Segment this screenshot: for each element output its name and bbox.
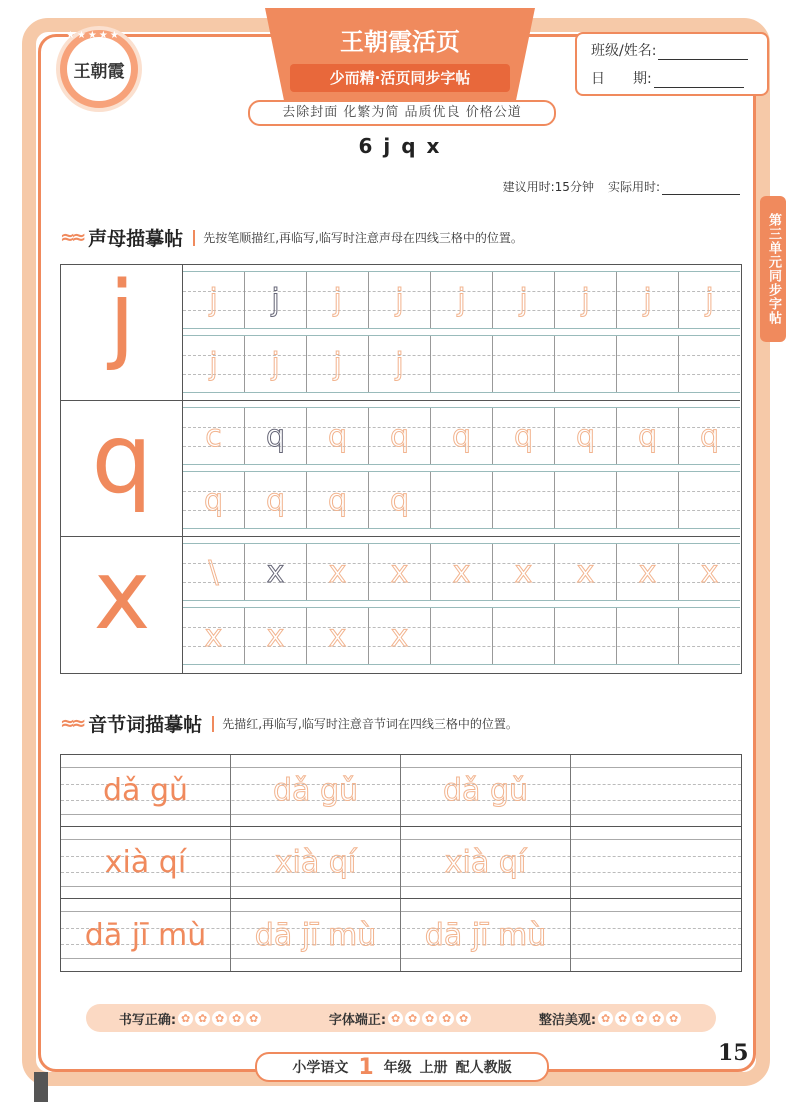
date-field[interactable] [654,73,744,88]
practice-cell[interactable] [431,544,493,600]
practice-cell[interactable] [555,336,617,392]
trace-letter: j [271,346,280,382]
trace-letter: x [266,618,285,654]
four-line-three-grid [183,471,740,529]
practice-cell[interactable] [493,272,555,328]
practice-cell[interactable] [493,336,555,392]
class-name-field[interactable] [658,45,748,60]
practice-cell[interactable] [431,336,493,392]
model-letter-cell [61,537,183,673]
rating-clean [539,1009,683,1028]
trace-letter: q [637,418,658,454]
practice-cell[interactable] [401,827,571,898]
footer-volume: 上册 [419,1060,448,1076]
slogan: 去除封面 化繁为简 品质优良 价格公道 [248,100,556,126]
model-syllable: dā jī mù [84,917,207,953]
footer-edition: 配人教版 [455,1060,512,1076]
trace-letter: x [204,618,223,654]
date-row [591,68,744,88]
actual-time-label: 实际用时: [607,180,660,194]
syllable-row [61,827,741,899]
letter-row [61,261,740,401]
practice-cell[interactable] [231,899,401,971]
trace-letter: q [265,482,286,518]
practice-cell[interactable] [617,544,679,600]
practice-cell[interactable] [493,608,555,664]
section2-description: 先描红,再临写,临写时注意音节词在四线三格中的位置。 [222,717,518,731]
flower-rating-icon[interactable]: ✿ ✿ ✿ ✿ ✿ [388,1011,473,1026]
section2-title: 音节词描摹帖 [88,714,203,736]
model-syllable: xià qí [104,845,187,880]
practice-cell[interactable] [431,272,493,328]
letter-row [61,537,740,673]
practice-cell[interactable] [555,408,617,464]
practice-cell[interactable] [571,899,741,971]
trace-letter: \ [208,554,219,590]
model-syllable-cell [61,755,231,826]
practice-cell[interactable] [679,472,740,528]
practice-cell[interactable] [307,544,369,600]
practice-cell[interactable] [307,608,369,664]
practice-cell[interactable] [369,408,431,464]
practice-cell[interactable] [369,272,431,328]
practice-cell[interactable] [679,608,740,664]
trace-letter: j [705,282,714,318]
practice-cell[interactable] [431,608,493,664]
rating-correct-label: 书写正确: [118,1012,177,1028]
model-letter: q [91,403,153,515]
practice-cell[interactable] [183,608,245,664]
model-letter-cell [61,401,183,536]
brand-subtitle: 少而精·活页同步字帖 [290,64,510,92]
practice-cell[interactable] [307,408,369,464]
trace-letter: q [389,418,410,454]
practice-cell[interactable] [617,472,679,528]
trace-letter: x [514,554,533,590]
trace-syllable: xià qí [444,845,527,880]
practice-cell[interactable] [307,472,369,528]
rating-neat-font-label: 字体端正: [328,1012,387,1028]
four-line-three-grid [183,607,740,665]
practice-cell[interactable] [231,755,401,826]
trace-letter: x [328,554,347,590]
practice-cell[interactable] [369,608,431,664]
rating-neat-font [329,1009,473,1028]
practice-cell[interactable] [231,827,401,898]
practice-cell[interactable] [401,899,571,971]
trace-letter: j [271,282,280,318]
practice-cell[interactable] [679,544,740,600]
flower-rating-icon[interactable]: ✿ ✿ ✿ ✿ ✿ [598,1011,683,1026]
trace-letter: j [333,346,342,382]
flower-rating-icon[interactable]: ✿ ✿ ✿ ✿ ✿ [178,1011,263,1026]
trace-letter: c [205,418,222,454]
practice-cell[interactable] [369,336,431,392]
practice-cell[interactable] [679,408,740,464]
brand-title: 王朝霞活页 [340,27,460,56]
practice-cell[interactable] [431,408,493,464]
wave-icon: ≈≈ [60,713,83,734]
trace-letter: j [333,282,342,318]
trace-letter: q [265,418,286,454]
trace-letter: j [395,346,404,382]
trace-letter: q [389,482,410,518]
practice-cell[interactable] [245,272,307,328]
divider [212,716,214,732]
rating-bar [86,1004,716,1032]
practice-cell[interactable] [307,336,369,392]
practice-cell[interactable] [617,336,679,392]
footer-grade-number: 1 [358,1054,374,1080]
syllable-row [61,755,741,827]
trace-letter: j [643,282,652,318]
trace-letter: j [209,282,218,318]
divider [193,230,195,246]
section2-header [60,710,518,737]
trace-letter: x [452,554,471,590]
practice-cell[interactable] [183,336,245,392]
date-label: 日 期: [591,71,652,87]
practice-cell[interactable] [617,608,679,664]
model-letter: j [108,261,136,373]
logo-text: 王朝霞 [67,37,131,101]
practice-cell[interactable] [493,544,555,600]
practice-cell[interactable] [555,272,617,328]
trace-letter: x [576,554,595,590]
section1-description: 先按笔顺描红,再临写,临写时注意声母在四线三格中的位置。 [203,231,523,245]
actual-time-field[interactable] [662,182,740,195]
class-name-label: 班级/姓名: [591,43,657,59]
practice-cell[interactable] [571,755,741,826]
trace-letter: q [327,418,348,454]
letter-practice-grid [60,261,742,674]
wave-icon: ≈≈ [60,227,83,248]
practice-cell[interactable] [245,408,307,464]
footer-label [255,1052,549,1082]
lesson-title: 6 j q x [358,134,442,158]
model-syllable: dǎ gǔ [102,773,189,808]
trace-letter: x [390,554,409,590]
trace-letter: x [328,618,347,654]
trace-syllable: xià qí [274,845,357,880]
corner-marker [34,1072,48,1102]
practice-cell[interactable] [245,336,307,392]
practice-cell[interactable] [617,272,679,328]
letter-row [61,401,740,537]
practice-cell[interactable] [369,544,431,600]
logo-stars-icon: ★★★★★ [66,30,121,41]
trace-letter: x [390,618,409,654]
trace-letter: j [209,346,218,382]
practice-cell[interactable] [555,608,617,664]
trace-syllable: dǎ gǔ [442,773,529,808]
practice-cell[interactable] [493,408,555,464]
practice-cell[interactable] [431,472,493,528]
trace-syllable: dǎ gǔ [272,773,359,808]
practice-cell[interactable] [493,472,555,528]
practice-cell[interactable] [617,408,679,464]
practice-cell[interactable] [679,272,740,328]
practice-cell[interactable] [245,472,307,528]
footer-subject: 小学语文 [292,1060,349,1076]
rating-clean-label: 整洁美观: [538,1012,597,1028]
page-number: 15 [718,1040,749,1066]
section1-header [60,224,523,251]
four-line-three-grid [183,271,740,329]
four-line-three-grid [183,543,740,601]
trace-letter: x [638,554,657,590]
suggested-time: 建议用时:15分钟 [502,180,594,194]
practice-cell[interactable] [183,544,245,600]
model-letter-cell [61,261,183,400]
trace-letter: q [203,482,224,518]
trace-letter: q [451,418,472,454]
syllable-practice-grid [60,754,742,972]
practice-cell[interactable] [555,472,617,528]
practice-cell[interactable] [307,272,369,328]
model-syllable-cell [61,899,231,971]
practice-cell[interactable] [183,408,245,464]
model-syllable-cell [61,827,231,898]
trace-letter: j [395,282,404,318]
trace-letter: x [266,554,285,590]
practice-cell[interactable] [555,544,617,600]
syllable-row [61,899,741,971]
trace-letter: q [575,418,596,454]
practice-cell[interactable] [679,336,740,392]
practice-cell[interactable] [183,272,245,328]
time-row [503,178,740,195]
trace-letter: j [519,282,528,318]
four-line-three-grid [183,407,740,465]
practice-cell[interactable] [183,472,245,528]
practice-cell[interactable] [401,755,571,826]
class-name-row [591,40,748,60]
unit-side-tab: 第三单元同步字帖 [760,196,786,342]
practice-cell[interactable] [245,544,307,600]
model-letter: x [93,539,151,651]
trace-letter: q [327,482,348,518]
trace-syllable: dā jī mù [424,917,547,953]
practice-cell[interactable] [571,827,741,898]
practice-cell[interactable] [369,472,431,528]
student-info-box [575,32,769,96]
practice-cell[interactable] [245,608,307,664]
four-line-three-grid [183,335,740,393]
trace-letter: j [457,282,466,318]
rating-correct [119,1009,263,1028]
trace-letter: x [700,554,719,590]
trace-letter: j [581,282,590,318]
trace-letter: q [699,418,720,454]
footer-grade-label: 年级 [383,1060,412,1076]
trace-syllable: dā jī mù [254,917,377,953]
trace-letter: q [513,418,534,454]
section1-title: 声母描摹帖 [88,228,184,250]
